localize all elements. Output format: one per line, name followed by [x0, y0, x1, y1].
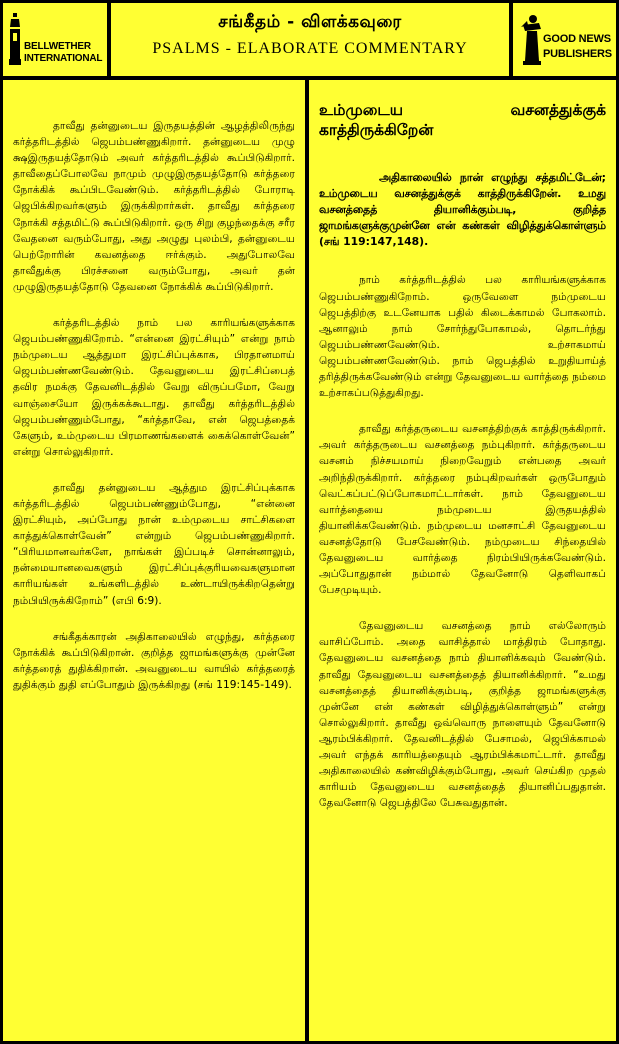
- section-title: உம்முடைய வசனத்துக்குக் காத்திருக்கிறேன்: [319, 101, 606, 139]
- right-column: [309, 80, 616, 1041]
- good-news-logo-text-2: PUBLISHERS: [543, 48, 612, 60]
- right-paragraph-1: நாம் கர்த்தரிடத்தில் பல காரியங்களுக்காக ஜெபம்பண்ணுகிறோம். ஒருவேளை நம்முடைய ஜெபத்திற்கு உடனேயாக பதில் கிடைக்காமல் போகலாம். ஆனாலும் நாம் சோர்ந்துபோகாமல், தொடர்ந்து ஜெபம்பண்ணவேண்டும். உற்சாகமாய் ஜெபம்பண்ணவேண்டும். நாம் ஜெபத்தில் உறுதியாய்த் தரித்திருக்கவேண்டும் என்று தேவனுடைய வார்த்தை நம்மை உற்சாகப்படுத்துகிறது.: [319, 274, 606, 400]
- left-column: [3, 80, 305, 1041]
- bellwether-logo-text-1: BELLWETHER: [24, 41, 91, 52]
- angel-trumpet-icon: [519, 13, 543, 67]
- left-paragraph-2: கர்த்தரிடத்தில் நாம் பல காரியங்களுக்காக ஜெபம்பண்ணுகிறோம். “என்னை இரட்சியும்” என்று நாம் நம்முடைய ஆத்துமா இரட்சிப்புக்காக, பிரதானமாய் ஜெபம்பண்ணவேண்டும். தேவனுடைய இரட்சிப்பைத் தவிர நமக்கு தேவனிடத்தில் வேறு விருப்பமோ, வேறு வாஞ்சையோ இருக்கக்கூடாது. தாவீது கர்த்தரிடத்தில் ஜெபம்பண்ணும்போது, “கர்த்தாவே, என் ஜெபத்தைக் கேளும், உம்முடைய பிரமாணங்களைக் கைக்கொள்வேன்” என்று சொல்லுகிறார்.: [13, 317, 295, 458]
- header-title-english: PSALMS - ELABORATE COMMENTARY: [152, 40, 468, 57]
- page-header: [111, 3, 509, 76]
- bellwether-logo: [9, 13, 101, 67]
- right-paragraph-2: தாவீது கர்த்தருடைய வசனத்திற்குக் காத்திருக்கிறார். அவர் கர்த்தருடைய வசனத்தை நம்புகிறார். கர்த்தருடைய வசனம் நிச்சயமாய் நிறைவேறும் என்பதை அவர் அறிந்திருக்கிறார். கர்த்தரை நம்புகிறவர்கள் ஒருபோதும் வெட்கப்பட்டுப்போகமாட்டார்கள். நாம் தேவனுடைய வார்த்தையை நம்முடைய இருதயத்தில் தியானிக்கவேண்டும். நம்முடைய மனசாட்சி தேவனுடைய வசனத்தோடு பேசவேண்டும். நம்முடைய சிந்தையில் தேவனுடைய வார்த்தை நிரம்பியிருக்கவேண்டும். அப்போதுதான் நம்மால் தேவனோடு தெளிவாகப் பேசமுடியும்.: [319, 423, 606, 597]
- bellwether-logo-panel: [3, 3, 107, 76]
- left-paragraph-3: தாவீது தன்னுடைய ஆத்தும இரட்சிப்புக்காக கர்த்தரிடத்தில் ஜெபம்பண்ணும்போது, “என்னை இரட்சியும், அப்போது நான் உம்முடைய சாட்சிகளை காத்துக்கொள்வேன்” என்றும் ஜெபம்பண்ணுகிறார். “பிரியமானவர்களே, நாங்கள் இப்படிச் சொன்னாலும், நன்மையானவைகளும் இரட்சிப்புக்குரியவைகளுமான காரியங்கள் உங்களிடத்தில் உண்டாயிருக்கிறதென்று நம்பியிருக்கிறோம்” (எபி 6:9).: [13, 481, 295, 607]
- key-verse: அதிகாலையில் நான் எழுந்து சத்தமிட்டேன்; உம்முடைய வசனத்துக்குக் காத்திருக்கிறேன். உமது வசனத்தைத் தியானிக்கும்படி, குறித்த ஜாமங்களுக்குமுன்னே என் கண்கள் விழித்துக்கொள்ளும் (சங் 119:147,148).: [319, 171, 606, 249]
- right-paragraph-3: தேவனுடைய வசனத்தை நாம் எல்லோரும் வாசிப்போம். அதை வாசித்தால் மாத்திரம் போதாது. தேவனுடைய வசனத்தை நாம் தியானிக்கவும் வேண்டும். தாவீது தேவனுடைய வசனத்தைத் தியானிக்கிறார். “உமது வசனத்தைத் தியானிக்கும்படி, குறித்த ஜாமங்களுக்கு முன்னே என் கண்கள் விழித்துக்கொள்ளும்” என்று சொல்லுகிறார். தாவீது ஒவ்வொரு நாளையும் தேவனோடு ஆரம்பிக்கிறார். தேவனிடத்தில் பேசாமல், ஜெபிக்காமல் அவர் எந்தக் காரியத்தையும் ஆரம்பிக்கமாட்டார். தாவீது அதிகாலையில் கண்விழிக்கும்போது, அவர் செய்கிற முதல் காரியம் தேவனுடைய வசனத்தைத் தியானிப்பதுதான். தேவனோடு ஜெபத்திலே பேசுவதுதான்.: [319, 620, 606, 810]
- bell-tower-icon: [9, 13, 23, 67]
- left-paragraph-1: தாவீது தன்னுடைய இருதயத்தின் ஆழத்திலிருந்து கர்த்தரிடத்தில் ஜெபம்பண்ணுகிறார். தன்னுடைய முழு க்ஷஇருதயத்தோடும் அவர் கர்த்தரிடத்தில் கூப்பிடுகிறார். தாவீதைப்போலவே நாமும் முழுஇருதயத்தோடு கர்த்தரை நோக்கிக் கூப்பிடவேண்டும். கர்த்தரிடத்தில் போராடி ஜெபிக்கிறவர்களும் இருக்கிறார்கள். தாவீது கர்த்தரை நோக்கி சத்தமிட்டு கூப்பிடுகிறார். ஒரு சிறு குழந்தைக்கு சரீர வேதனை வரும்போது, அது அழுது புலம்பி, தன்னுடைய பெற்றோரின் கவனத்தை ஈர்க்கும். அதுபோலவே தாவீதுக்கு பிரச்சனை வரும்போது, அவர் தன் முழுஇருதயத்தோடு தேவனை நோக்கிக் கூப்பிடுகிறார்.: [13, 120, 295, 293]
- left-paragraph-4: சங்கீதக்காரன் அதிகாலையில் எழுந்து, கர்த்தரை நோக்கிக் கூப்பிடுகிறான். குறித்த ஜாமங்களுக்கு முன்னே கர்த்தரைத் துதிக்கிறான். அவனுடைய வாயில் கர்த்தரைத் துதிக்கும் துதி எப்போதும் இருக்கிறது (சங் 119:145-149).: [13, 630, 295, 691]
- good-news-logo: [519, 13, 611, 67]
- good-news-logo-text-1: GOOD NEWS: [543, 33, 611, 45]
- good-news-logo-panel: [513, 3, 616, 76]
- header-title-tamil: சங்கீதம் - விளக்கவுரை: [218, 12, 402, 32]
- bellwether-logo-text-2: INTERNATIONAL: [24, 53, 103, 64]
